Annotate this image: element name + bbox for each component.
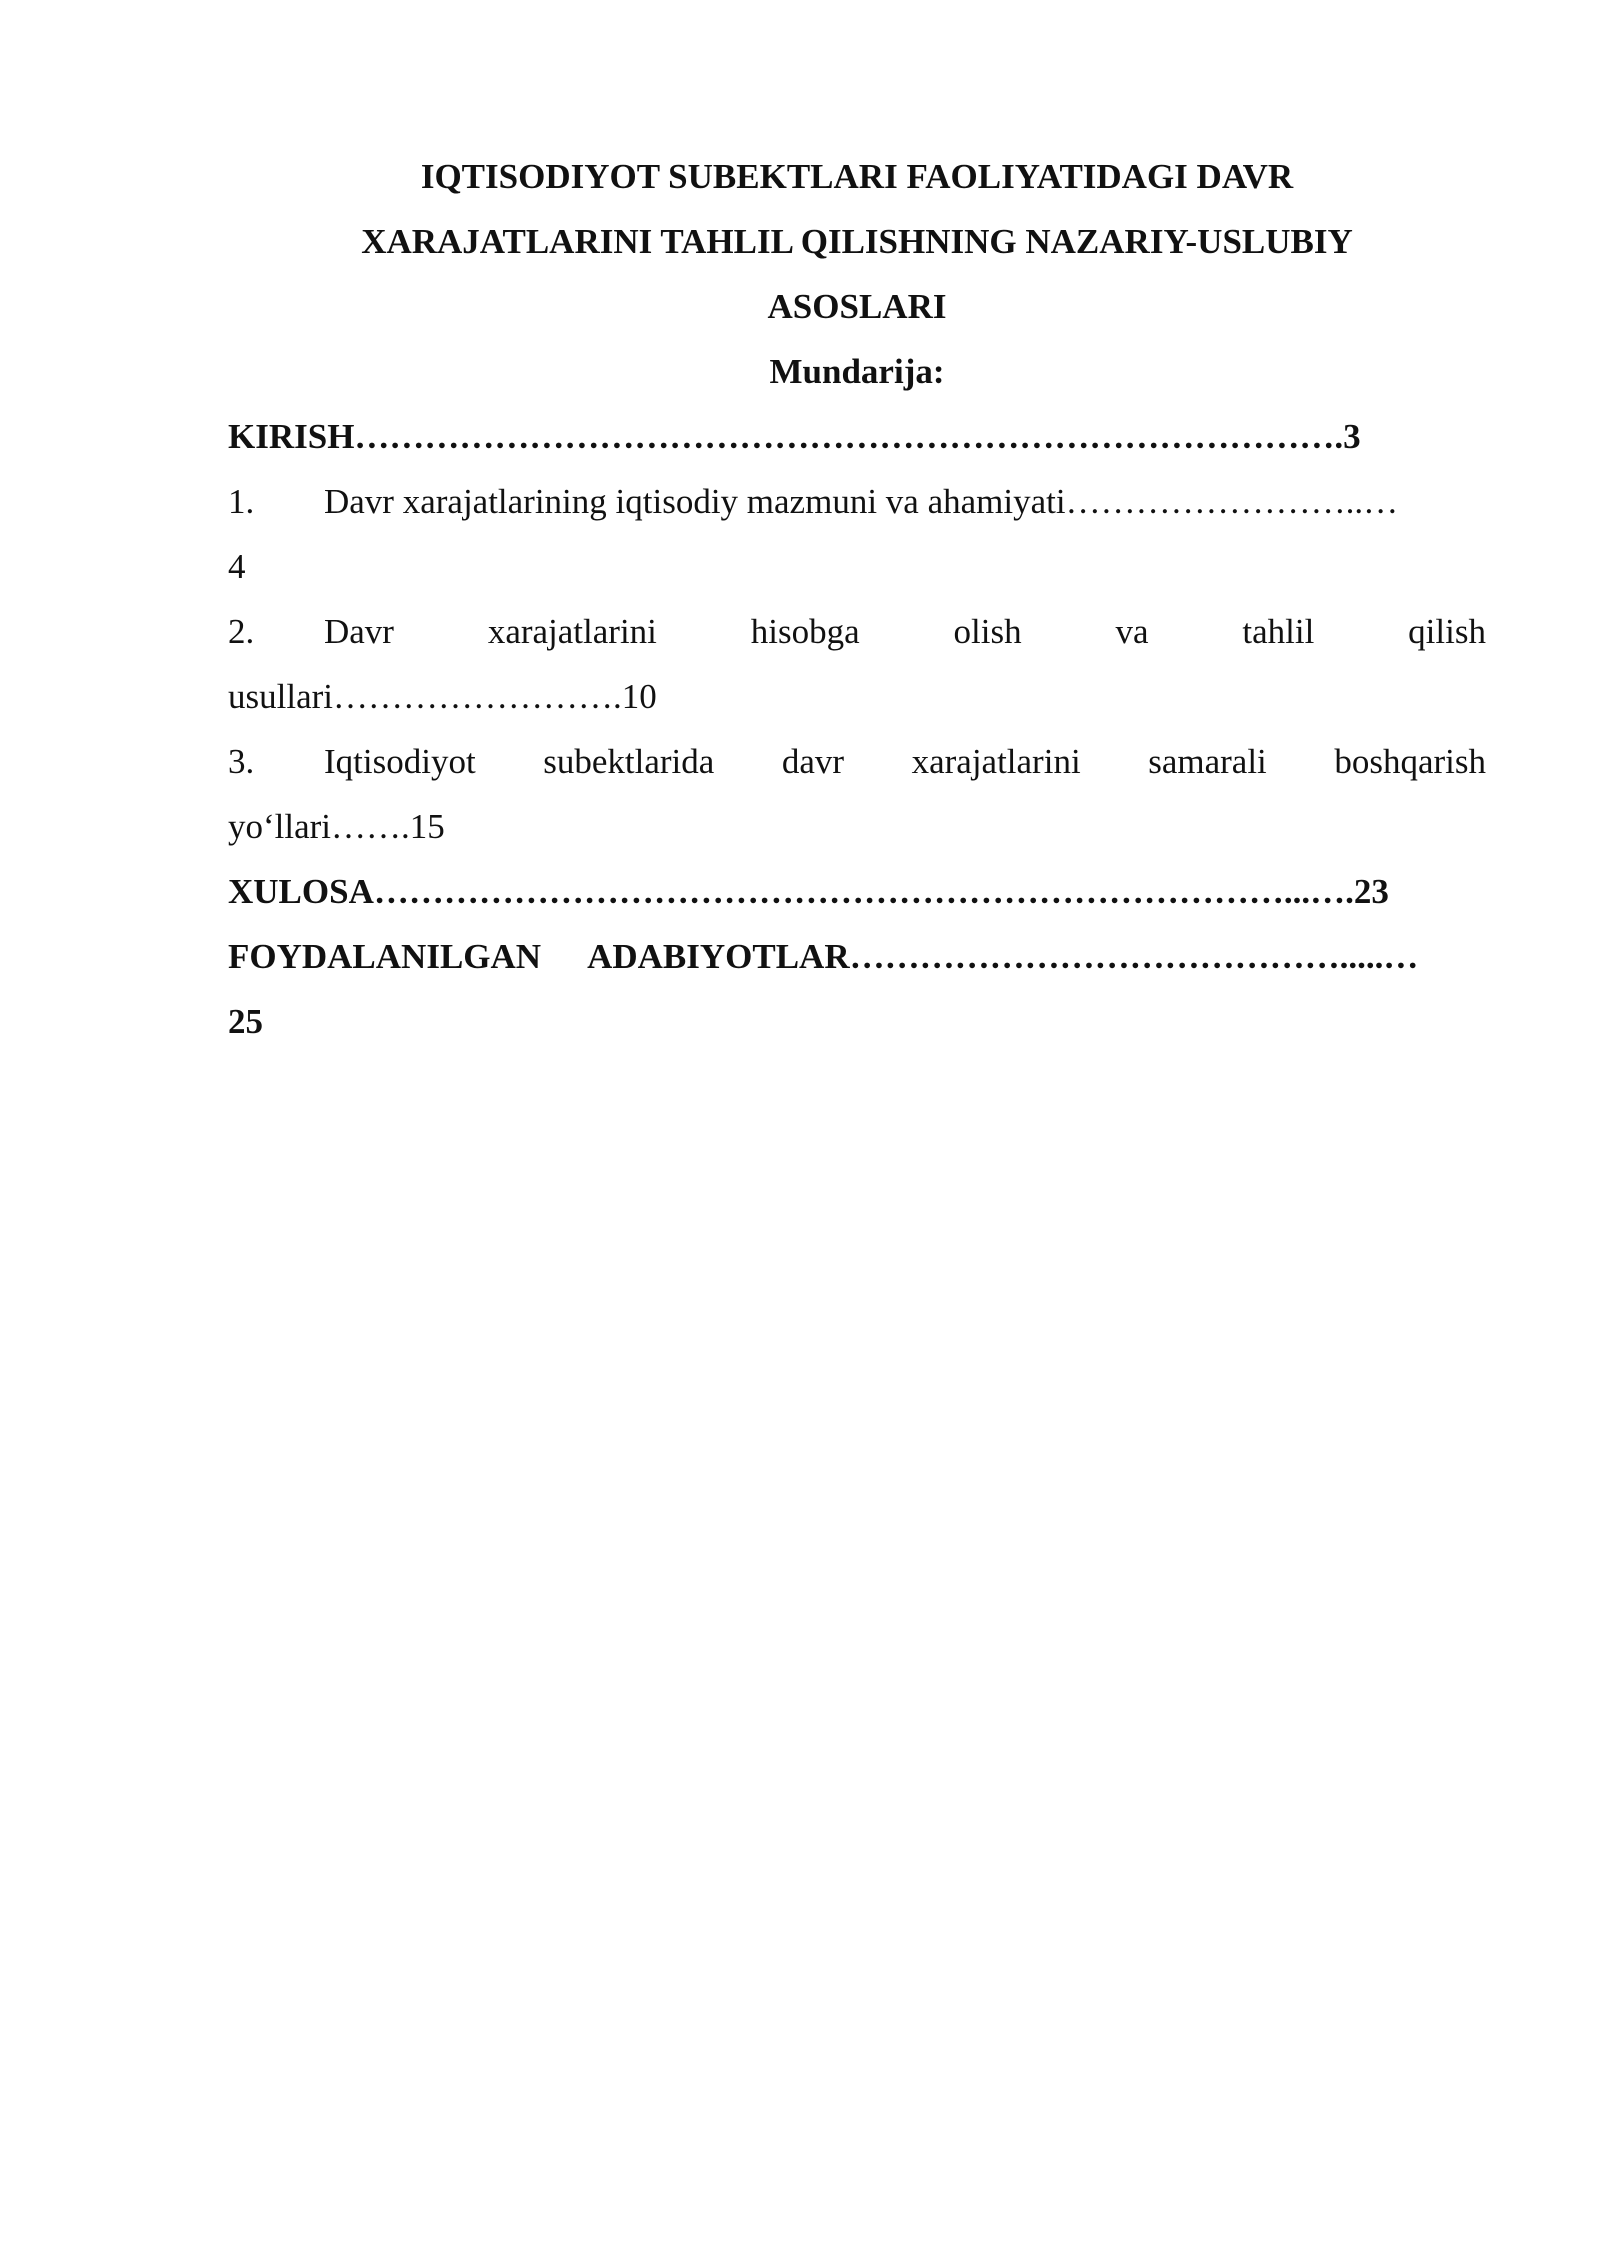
toc-entry-3-text	[324, 729, 1486, 794]
toc-entry-foydalanilgan-word-2: ADABIYOTLAR…………………………………….....…	[587, 937, 1419, 976]
toc-entry-2-continuation: usullari…………………….10	[228, 677, 657, 716]
toc-entry-foydalanilgan	[228, 924, 1486, 989]
document-title-line-2: XARAJATLARINI TAHLIL QILISHNING NAZARIY-USLUBIY	[361, 222, 1353, 261]
toc-heading: Mundarija:	[769, 352, 945, 391]
toc-entry-1	[228, 469, 1486, 534]
toc-entry-3-word: Iqtisodiyot	[324, 742, 476, 781]
document-content	[228, 144, 1486, 1054]
toc-entry-3-word: boshqarish	[1334, 742, 1486, 781]
toc-entry-2-word: olish	[953, 612, 1022, 651]
toc-entry-3-continuation: yo‘llari…….15	[228, 807, 445, 846]
document-title-line-1: IQTISODIYOT SUBEKTLARI FAOLIYATIDAGI DAVR	[420, 157, 1294, 196]
toc-entry-3-word: davr	[781, 742, 845, 781]
toc-entry-1-page: 4	[228, 547, 246, 586]
toc-entry-1-number: 1.	[228, 482, 255, 521]
toc-entry-3	[228, 729, 1486, 794]
toc-entry-2-word: va	[1115, 612, 1149, 651]
toc-entry-3-word: samarali	[1148, 742, 1267, 781]
toc-entry-2-word: qilish	[1408, 612, 1486, 651]
toc-entry-kirish: KIRISH………………………………………………………………………….3	[228, 417, 1361, 456]
toc-entry-3-word: subektlarida	[543, 742, 715, 781]
document-title-line-3: ASOSLARI	[767, 287, 947, 326]
toc-entry-foydalanilgan-word-1: FOYDALANILGAN	[228, 937, 542, 976]
toc-entry-3-word: xarajatlarini	[911, 742, 1081, 781]
toc-entry-xulosa: XULOSA……………………………………………………………………...….23	[228, 872, 1389, 911]
toc-entry-2-word: hisobga	[750, 612, 860, 651]
toc-entry-2-word: xarajatlarini	[487, 612, 657, 651]
toc-entry-2-text	[324, 599, 1486, 664]
toc-entry-2-word: Davr	[324, 612, 394, 651]
toc-entry-3-number: 3.	[228, 742, 255, 781]
toc-entry-foydalanilgan-page: 25	[228, 1002, 263, 1041]
toc-entry-2-number: 2.	[228, 612, 255, 651]
toc-entry-2	[228, 599, 1486, 664]
toc-entry-1-text: Davr xarajatlarining iqtisodiy mazmuni va ahamiyati……………………..…	[324, 482, 1399, 521]
toc-entry-2-word: tahlil	[1242, 612, 1315, 651]
